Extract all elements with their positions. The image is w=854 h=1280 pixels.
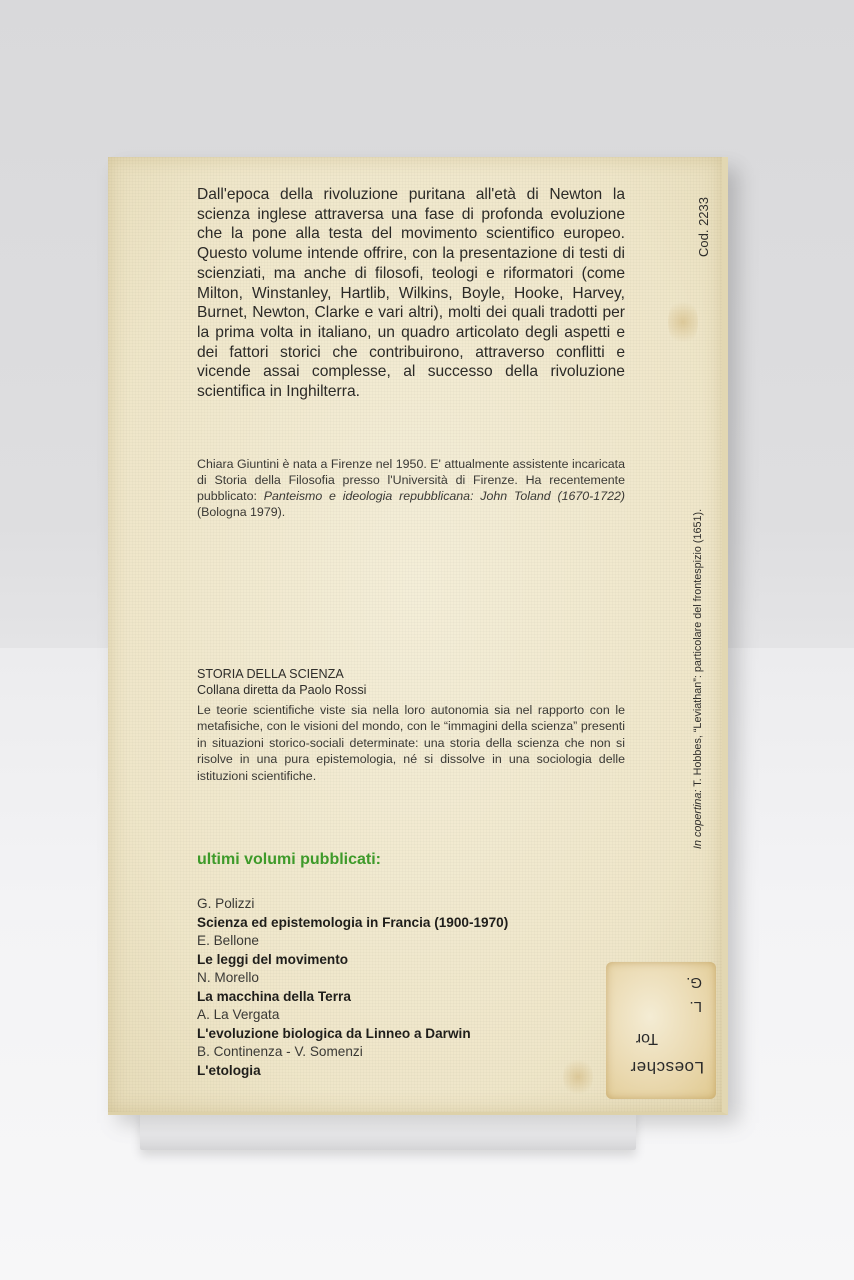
cover-credit-detail: T. Hobbes, “Leviathan”: particolare del frontespizio (1651). (692, 508, 704, 790)
list-item (197, 895, 617, 932)
cover-credit-label: In copertina: (692, 789, 704, 849)
paper-stain (668, 297, 698, 347)
list-item (197, 932, 617, 969)
volume-author: N. Morello (197, 970, 259, 985)
sticker-publisher: Loescher (630, 1058, 704, 1077)
series-editor: Collana diretta da Paolo Rossi (197, 683, 367, 697)
sticker-city: Tor (635, 1030, 658, 1047)
sticker-line: L. (689, 998, 702, 1015)
volume-author: A. La Vergata (197, 1007, 280, 1022)
recent-volumes-list (197, 895, 617, 1080)
author-work-note: (Bologna 1979). (197, 505, 286, 519)
book-code-text: Cod. 2233 (696, 197, 711, 257)
sticker-line: G. (686, 974, 702, 991)
author-bio-intro: Chiara Giuntini è nata a Firenze nel 1950. E' attualmente assistente incaricata di Storia della Filosofia presso l'Università di Firenze. Ha recentemente pubblicato: (197, 457, 625, 503)
list-item (197, 969, 617, 1006)
volume-title: L'etologia (197, 1063, 261, 1078)
volume-title: Scienza ed epistemologia in Francia (1900-1970) (197, 915, 509, 930)
price-sticker (606, 962, 716, 1099)
volume-author: G. Polizzi (197, 896, 255, 911)
recent-volumes-heading: ultimi volumi pubblicati: (197, 851, 381, 868)
volume-title: La macchina della Terra (197, 989, 351, 1004)
author-work-title: Panteismo e ideologia repubblicana: John Toland (1670-1722) (263, 489, 625, 503)
list-item (197, 1043, 617, 1080)
book-back-cover (108, 157, 728, 1115)
volume-title: Le leggi del movimento (197, 952, 349, 967)
author-bio (197, 456, 625, 520)
sticker-text-block (606, 962, 716, 1099)
volume-author: B. Continenza - V. Somenzi (197, 1044, 363, 1059)
list-item (197, 1006, 617, 1043)
cover-credit-text (692, 509, 704, 849)
series-title: STORIA DELLA SCIENZA (197, 667, 344, 681)
book-blurb: Dall'epoca della rivoluzione puritana all'età di Newton la scienza inglese attraversa una fase di profonda evoluzione che la pone alla testa del movimento scientifico europeo. Questo volume intende offrire, con la presentazione di testi di scienziati, ma anche di filosofi, teologi e riformatori (come Milton, Winstanley, Hartlib, Wilkins, Boyle, Hooke, Harvey, Burnet, Newton, Clarke e vari altri), molti dei quali tradotti per la prima volta in italiano, un quadro articolato degli aspetti e dei fattori storici che contribuirono, attraverso conflitti e vicende assai complesse, al successo della rivoluzione scientifica in Inghilterra. (197, 186, 625, 401)
volume-author: E. Bellone (197, 933, 259, 948)
series-description: Le teorie scientifiche viste sia nella loro autonomia sia nel rapporto con le metafisiche, con le visioni del mondo, con le “immagini della scienza” presenti in situazioni storico-sociali determinate: una storia della scienza che non si risolve in una pura epistemologia, né si dissolve in una sociologia delle istituzioni scientifiche. (197, 703, 625, 783)
volume-title: L'evoluzione biologica da Linneo a Darwin (197, 1026, 471, 1041)
